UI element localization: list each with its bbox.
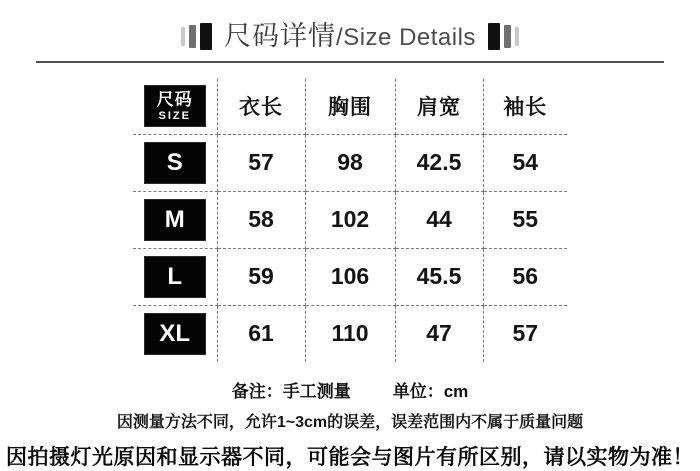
value-cell: 59: [217, 248, 305, 305]
size-label-s: S: [145, 143, 205, 183]
disclaimer-note: 因拍摄灯光原因和显示器不同，可能会与图片有所区别，请以实物为准！: [6, 446, 694, 470]
size-label-m: M: [145, 200, 205, 240]
value-cell: 110: [305, 305, 395, 362]
size-header-box: [145, 86, 205, 126]
note-remark: 备注：手工测量: [231, 382, 351, 402]
value-cell: 102: [305, 191, 395, 248]
page-title: [224, 21, 476, 52]
value-cell: 45.5: [395, 248, 483, 305]
page-title-chinese: 尺码详情: [224, 21, 337, 51]
size-cell: [133, 134, 217, 191]
measurement-note-line: [0, 377, 700, 402]
column-header-shoulder: 肩宽: [395, 79, 483, 134]
table-row-m: [133, 191, 567, 248]
value-cell: 56: [483, 248, 567, 305]
table-row-l: [133, 248, 567, 305]
value-cell: 57: [512, 320, 539, 347]
title-divider: [36, 61, 664, 63]
size-table: [133, 79, 567, 362]
table-row-xl: [133, 305, 567, 362]
title-accent-bars-right-icon: [488, 23, 519, 50]
column-header-sleeve: 袖长: [483, 79, 567, 134]
value-cell: 44: [395, 191, 483, 248]
note-unit: 单位：cm: [392, 382, 469, 402]
title-accent-bars-left-icon: [181, 23, 212, 50]
size-cell: [133, 191, 217, 248]
column-header-bust: 胸围: [305, 79, 395, 134]
size-header-cn: 尺码: [156, 89, 193, 109]
value-cell: 98: [305, 134, 395, 191]
size-header-cell: [133, 79, 217, 134]
size-header-en: SIZE: [158, 109, 191, 122]
table-header-row: [133, 79, 567, 134]
table-row-s: [133, 134, 567, 191]
tolerance-note: 因测量方法不同，允许1~3cm的误差，误差范围内不属于质量问题: [116, 414, 584, 432]
value-cell: 58: [217, 191, 305, 248]
value-cell: 57: [217, 134, 305, 191]
size-cell: [133, 305, 217, 362]
value-cell: 54: [483, 134, 567, 191]
value-cell: 106: [305, 248, 395, 305]
section-title: [0, 0, 700, 52]
column-header-length: 衣长: [217, 79, 305, 134]
size-label-xl: XL: [145, 314, 205, 354]
page-title-english: /Size Details: [336, 24, 476, 51]
size-cell: [133, 248, 217, 305]
value-cell: 47: [395, 305, 483, 362]
value-cell: 42.5: [395, 134, 483, 191]
size-label-l: L: [145, 257, 205, 297]
value-cell: 61: [217, 305, 305, 362]
value-cell: 55: [483, 191, 567, 248]
